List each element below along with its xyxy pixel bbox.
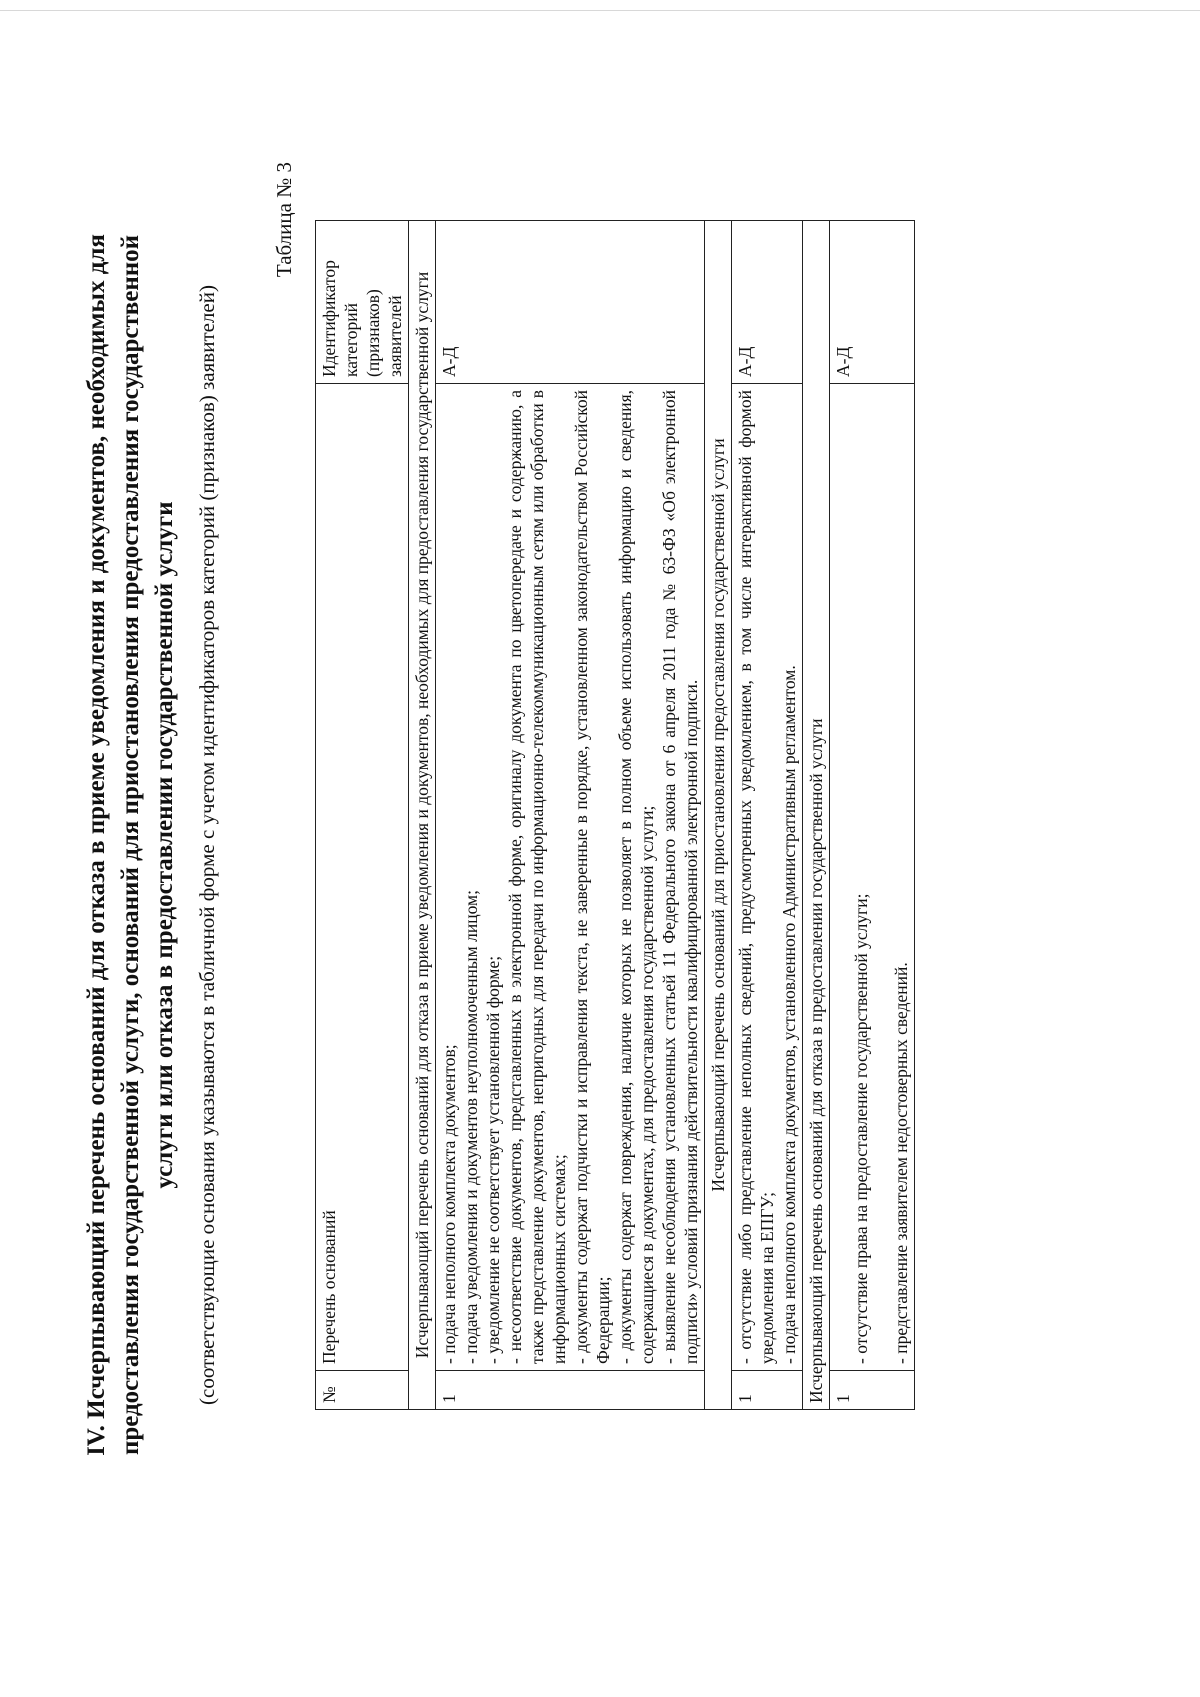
identifier-cell: А-Д: [436, 221, 705, 384]
section-subtitle: (соответствующие основания указываются в табличной форме с учетом идентификаторов категорий (признаков) заявителей): [195, 285, 219, 1405]
table-row: [436, 221, 705, 1410]
spacer: [832, 390, 850, 1364]
table-number: Таблица № 3: [272, 162, 296, 278]
list-item: - несоответствие документов, представленных в электронной форме, оригиналу документа по цветопередаче и содержанию, а также представление документов, непригодных для передачи по информационно-телекоммуникационным сетям или обработки в информационных системах;: [505, 390, 569, 1364]
list-item: - подача неполного комплекта документов;: [439, 1044, 459, 1364]
list-item: - подача уведомления и документов неуполномоченным лицом;: [461, 890, 481, 1364]
table-row: [732, 221, 803, 1410]
page-content: [0, 100, 1200, 1550]
row-num: 1: [436, 1371, 705, 1410]
list-item: - документы содержат повреждения, наличие которых не позволяет в полном объеме использовать информацию и сведения, содержащиеся в документах, для предоставления государственной услуги;: [615, 390, 657, 1364]
list-item: - отсутствие либо представление неполных сведений, предусмотренных уведомлением, в том числе интерактивной формой уведомления на ЕПГУ;: [735, 390, 777, 1364]
section-row-refusal-service: [803, 221, 830, 1410]
list-item: - представление заявителем недостоверных сведений.: [891, 962, 911, 1364]
section-title-cell: Исчерпывающий перечень оснований для отказа в приеме уведомления и документов, необходимых для предоставления государственной услуги: [409, 221, 436, 1410]
row-num: 1: [830, 1371, 915, 1410]
header-identifier: Идентификатор категорий (признаков) заявителей: [316, 221, 409, 384]
identifier-cell: А-Д: [830, 221, 915, 384]
spacer: [872, 390, 890, 1364]
section-title: IV. Исчерпывающий перечень оснований для отказа в приеме уведомления и документов, необходимых для предоставления государственной услуги, оснований для приостановления предоставления государственной услуги или отказа в предоставлении государственной услуги: [83, 234, 178, 1456]
reasons-cell: [830, 384, 915, 1371]
list-item: - отсутствие права на предоставление государственной услуги;: [851, 893, 871, 1364]
reasons-cell: [732, 384, 803, 1371]
table-row: [830, 221, 915, 1410]
header-num: №: [316, 1371, 409, 1410]
table-header-row: [316, 221, 409, 1410]
section-row-refusal-acceptance: [409, 221, 436, 1410]
header-reasons: Перечень оснований: [316, 384, 409, 1371]
list-item: - уведомление не соответствует установленной форме;: [483, 955, 503, 1364]
list-item: - выявление несоблюдения установленных статьей 11 Федерального закона от 6 апреля 2011 года № 63-ФЗ «Об электронной подписи» условий признания действительности квалифицированной электронной подписи.: [659, 390, 701, 1364]
section-title-cell: Исчерпывающий перечень оснований для отказа в предоставлении государственной услуги: [803, 221, 830, 1410]
grounds-table: [315, 220, 915, 1410]
row-num: 1: [732, 1371, 803, 1410]
identifier-cell: А-Д: [732, 221, 803, 384]
list-item: - документы содержат подчистки и исправления текста, не заверенные в порядке, установленном законодательством Российской Федерации;: [571, 390, 613, 1364]
list-item: - подача неполного комплекта документов, установленного Административным регламентом.: [779, 665, 799, 1364]
reasons-cell: [436, 384, 705, 1371]
section-row-suspension: [705, 221, 732, 1410]
section-title-cell: Исчерпывающий перечень оснований для приостановления предоставления государственной услуги: [705, 221, 732, 1410]
